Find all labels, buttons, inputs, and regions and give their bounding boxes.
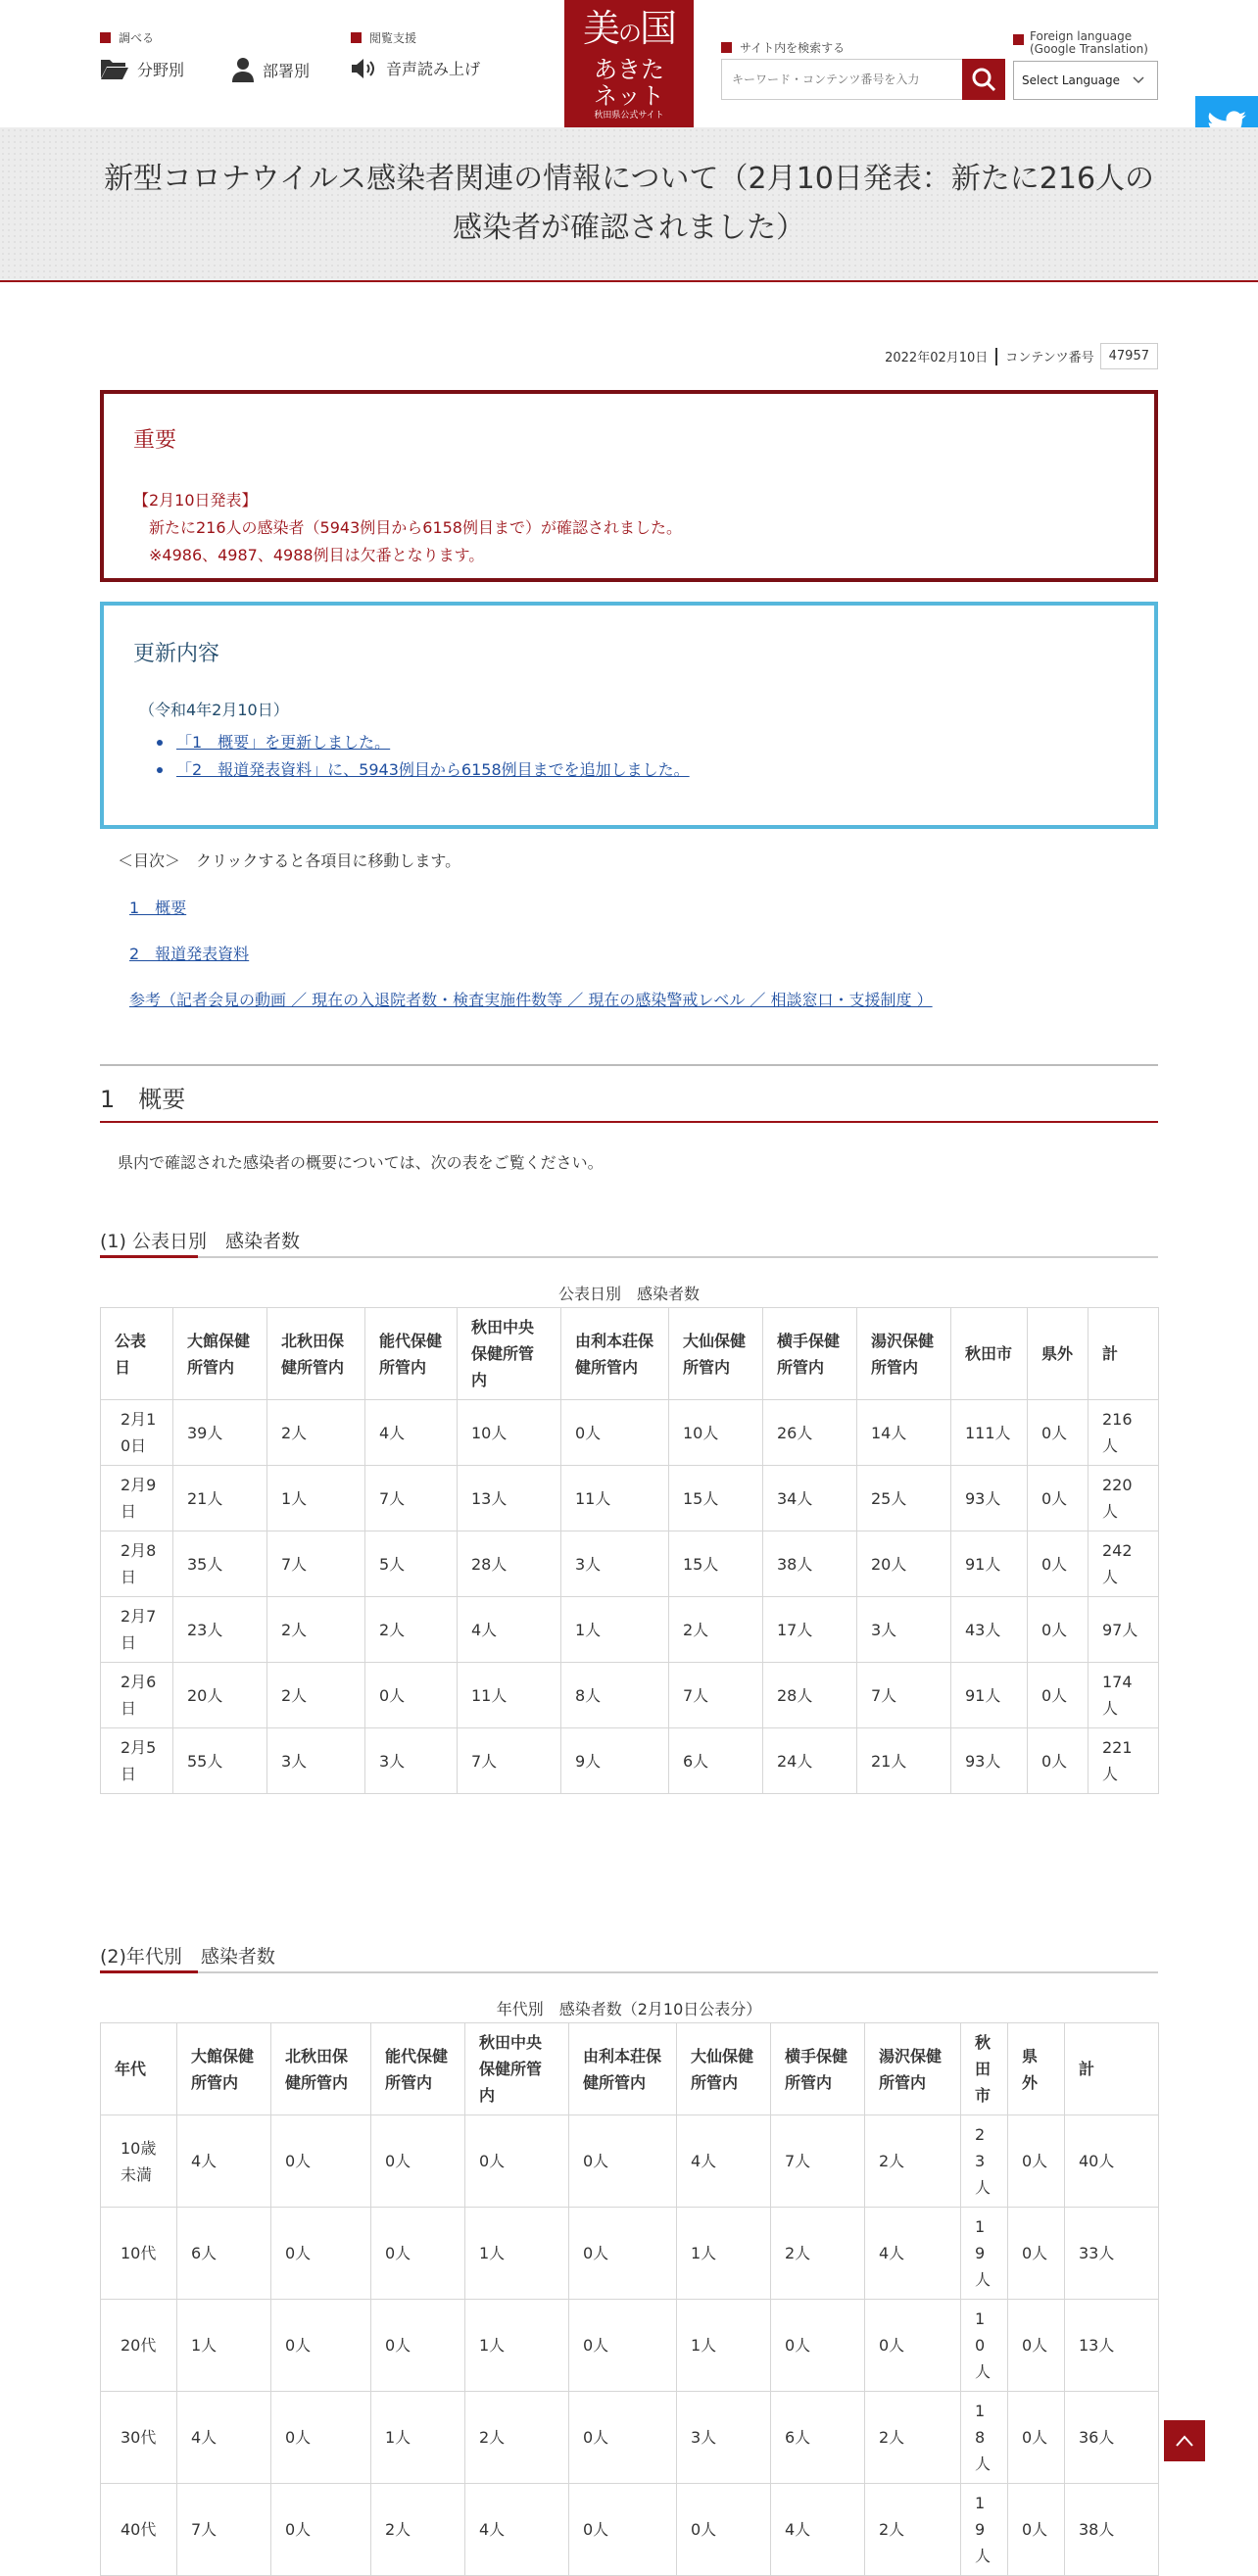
table-cell: 4人 bbox=[365, 1400, 458, 1466]
table-cell: 0人 bbox=[271, 2484, 371, 2576]
column-header: 湯沢保健所管内 bbox=[865, 2023, 961, 2115]
table-cell: 0人 bbox=[465, 2115, 569, 2208]
table-cell: 0人 bbox=[371, 2115, 465, 2208]
table-cell: 20人 bbox=[857, 1531, 951, 1597]
table-cell: 21人 bbox=[173, 1466, 267, 1531]
table-cell: 24人 bbox=[763, 1728, 857, 1794]
table-cell: 19人 bbox=[961, 2484, 1008, 2576]
column-header: 秋田中央保健所管内 bbox=[458, 1308, 561, 1400]
table-cell: 3人 bbox=[677, 2392, 771, 2484]
table-row bbox=[101, 2392, 1159, 2484]
search-icon bbox=[971, 67, 996, 92]
table-cell: 17人 bbox=[763, 1597, 857, 1663]
table-cell: 25人 bbox=[857, 1466, 951, 1531]
update-heading: 更新内容 bbox=[133, 642, 220, 666]
table-cell: 39人 bbox=[173, 1400, 267, 1466]
chevron-up-icon bbox=[1175, 2434, 1194, 2448]
section-heading-overview: 1 概要 bbox=[100, 1064, 1158, 1123]
table-cell: 3人 bbox=[561, 1531, 669, 1597]
column-header: 県外 bbox=[1008, 2023, 1065, 2115]
column-header: 北秋田保健所管内 bbox=[267, 1308, 365, 1400]
column-header: 大仙保健所管内 bbox=[669, 1308, 763, 1400]
table-cell: 0人 bbox=[677, 2484, 771, 2576]
table-cell: 1人 bbox=[177, 2300, 271, 2392]
column-header: 計 bbox=[1089, 1308, 1159, 1400]
column-header: 年代 bbox=[101, 2023, 177, 2115]
table-cell: 2月8日 bbox=[101, 1531, 173, 1597]
table-cell: 36人 bbox=[1065, 2392, 1159, 2484]
square-bullet-icon bbox=[721, 42, 732, 53]
subheading-by-date: (1) 公表日別 感染者数 bbox=[100, 1223, 1158, 1258]
table-cell: 0人 bbox=[569, 2484, 677, 2576]
table-cell: 13人 bbox=[1065, 2300, 1159, 2392]
table-cell: 21人 bbox=[857, 1728, 951, 1794]
table-cell: 2人 bbox=[365, 1597, 458, 1663]
site-search-box bbox=[721, 59, 1005, 100]
table-cell: 0人 bbox=[865, 2300, 961, 2392]
table-cell: 43人 bbox=[951, 1597, 1028, 1663]
update-item[interactable]: 「1 概要」を更新しました。 bbox=[157, 729, 690, 756]
table-cell: 2人 bbox=[371, 2484, 465, 2576]
column-header: 由利本荘保健所管内 bbox=[569, 2023, 677, 2115]
column-header: 秋田市 bbox=[951, 1308, 1028, 1400]
table-cell: 111人 bbox=[951, 1400, 1028, 1466]
important-line: 【2月10日発表】 bbox=[133, 491, 258, 510]
table-cell: 4人 bbox=[177, 2115, 271, 2208]
table-cell: 5人 bbox=[365, 1531, 458, 1597]
table-cell: 15人 bbox=[669, 1531, 763, 1597]
important-heading: 重要 bbox=[133, 428, 177, 453]
important-notice bbox=[100, 390, 1158, 582]
table-cell: 0人 bbox=[271, 2392, 371, 2484]
site-logo[interactable]: 美の国 あきた ネット 秋田県公式サイト bbox=[564, 0, 694, 128]
table-cell: 0人 bbox=[569, 2208, 677, 2300]
speaker-icon bbox=[351, 58, 378, 79]
table-cell: 4人 bbox=[677, 2115, 771, 2208]
table-cell: 18人 bbox=[961, 2392, 1008, 2484]
table-cell: 0人 bbox=[271, 2208, 371, 2300]
table-row bbox=[101, 2484, 1159, 2576]
table-row bbox=[101, 2300, 1159, 2392]
table-cell: 4人 bbox=[177, 2392, 271, 2484]
table-cell: 1人 bbox=[561, 1597, 669, 1663]
table-cell: 2人 bbox=[865, 2115, 961, 2208]
table-cell: 34人 bbox=[763, 1466, 857, 1531]
table-cell: 55人 bbox=[173, 1728, 267, 1794]
table-cell: 26人 bbox=[763, 1400, 857, 1466]
table-cell: 3人 bbox=[267, 1728, 365, 1794]
table-cell: 10人 bbox=[669, 1400, 763, 1466]
table-cell: 3人 bbox=[857, 1597, 951, 1663]
table-cell: 11人 bbox=[458, 1663, 561, 1728]
language-select[interactable]: Select Language bbox=[1013, 61, 1158, 100]
table-cell: 2月10日 bbox=[101, 1400, 173, 1466]
person-icon bbox=[231, 57, 255, 82]
table-cell: 2人 bbox=[669, 1597, 763, 1663]
title-band bbox=[0, 127, 1258, 282]
table-cell: 33人 bbox=[1065, 2208, 1159, 2300]
table-cell: 4人 bbox=[865, 2208, 961, 2300]
assist-group-label: 閲覧支援 bbox=[351, 29, 416, 46]
table-cell: 0人 bbox=[1028, 1728, 1089, 1794]
table-cell: 0人 bbox=[1028, 1400, 1089, 1466]
table-cell: 2月7日 bbox=[101, 1597, 173, 1663]
table-cell: 0人 bbox=[1008, 2208, 1065, 2300]
table-cell: 7人 bbox=[177, 2484, 271, 2576]
table-cell: 7人 bbox=[458, 1728, 561, 1794]
table-cell: 7人 bbox=[857, 1663, 951, 1728]
table-cell: 0人 bbox=[569, 2392, 677, 2484]
chevron-down-icon bbox=[1132, 73, 1145, 87]
table-cell: 0人 bbox=[1008, 2392, 1065, 2484]
table-cell: 2月6日 bbox=[101, 1663, 173, 1728]
table-caption-by-age: 年代別 感染者数（2月10日公表分） bbox=[496, 2000, 762, 2018]
table-cell: 2人 bbox=[267, 1400, 365, 1466]
table-cell: 35人 bbox=[173, 1531, 267, 1597]
page-title: 新型コロナウイルス感染者関連の情報について（2月10日発表：新たに216人の感染者が確認されました） bbox=[103, 162, 1155, 245]
toc-link-press-release[interactable]: 2 報道発表資料 bbox=[129, 945, 250, 963]
voice-reading-link[interactable]: 音声読み上げ bbox=[351, 57, 480, 79]
table-cell: 0人 bbox=[561, 1400, 669, 1466]
table-cell: 242人 bbox=[1089, 1531, 1159, 1597]
table-cell: 28人 bbox=[458, 1531, 561, 1597]
site-header bbox=[0, 0, 1258, 127]
table-cell: 0人 bbox=[569, 2300, 677, 2392]
update-date: （令和4年2月10日） bbox=[139, 701, 289, 719]
table-cell: 97人 bbox=[1089, 1597, 1159, 1663]
table-row bbox=[101, 1400, 1159, 1466]
field-link[interactable]: 分野別 bbox=[100, 57, 184, 80]
table-cell: 221人 bbox=[1089, 1728, 1159, 1794]
table-cell: 1人 bbox=[465, 2300, 569, 2392]
table-row bbox=[101, 2115, 1159, 2208]
table-cell: 28人 bbox=[763, 1663, 857, 1728]
square-bullet-icon bbox=[100, 32, 111, 43]
table-cell: 10代 bbox=[101, 2208, 177, 2300]
table-cell: 14人 bbox=[857, 1400, 951, 1466]
table-cell: 2人 bbox=[865, 2484, 961, 2576]
table-cell: 20代 bbox=[101, 2300, 177, 2392]
table-cell: 1人 bbox=[267, 1466, 365, 1531]
column-header: 秋田中央保健所管内 bbox=[465, 2023, 569, 2115]
table-row bbox=[101, 1663, 1159, 1728]
column-header: 湯沢保健所管内 bbox=[857, 1308, 951, 1400]
table-cell: 7人 bbox=[267, 1531, 365, 1597]
table-cell: 0人 bbox=[1008, 2115, 1065, 2208]
table-cell: 0人 bbox=[1028, 1466, 1089, 1531]
square-bullet-icon bbox=[351, 32, 362, 43]
toc-link-overview[interactable]: 1 概要 bbox=[129, 899, 187, 917]
table-cell: 0人 bbox=[569, 2115, 677, 2208]
table-cell: 1人 bbox=[371, 2392, 465, 2484]
table-cell: 40代 bbox=[101, 2484, 177, 2576]
table-cell: 4人 bbox=[771, 2484, 865, 2576]
table-cell: 0人 bbox=[371, 2300, 465, 2392]
table-cell: 30代 bbox=[101, 2392, 177, 2484]
table-row bbox=[101, 2208, 1159, 2300]
search-group-label: 調べる bbox=[100, 29, 154, 46]
folder-icon bbox=[100, 57, 129, 80]
table-row bbox=[101, 1728, 1159, 1794]
table-cell: 0人 bbox=[771, 2300, 865, 2392]
table-cell: 93人 bbox=[951, 1466, 1028, 1531]
table-cell: 19人 bbox=[961, 2208, 1008, 2300]
column-header: 県外 bbox=[1028, 1308, 1089, 1400]
toc-note: ＜目次＞ クリックすると各項目に移動します。 bbox=[118, 851, 461, 870]
table-cell: 6人 bbox=[669, 1728, 763, 1794]
search-input[interactable] bbox=[722, 60, 957, 99]
content-number: 47957 bbox=[1100, 343, 1158, 369]
column-header: 由利本荘保健所管内 bbox=[561, 1308, 669, 1400]
divider bbox=[995, 348, 997, 365]
table-cases-by-date bbox=[100, 1307, 1159, 1794]
table-header-row bbox=[101, 2023, 1159, 2115]
update-notice bbox=[100, 602, 1158, 829]
table-cell: 2人 bbox=[865, 2392, 961, 2484]
table-cell: 6人 bbox=[177, 2208, 271, 2300]
table-caption-by-date: 公表日別 感染者数 bbox=[557, 1285, 700, 1303]
table-cell: 2月9日 bbox=[101, 1466, 173, 1531]
important-line: 新たに216人の感染者（5943例目から6158例目まで）が確認されました。 bbox=[149, 518, 682, 537]
table-cell: 216人 bbox=[1089, 1400, 1159, 1466]
site-search-label: サイト内を検索する bbox=[721, 39, 845, 56]
table-cell: 13人 bbox=[458, 1466, 561, 1531]
table-cell: 91人 bbox=[951, 1663, 1028, 1728]
table-cell: 40人 bbox=[1065, 2115, 1159, 2208]
table-cell: 91人 bbox=[951, 1531, 1028, 1597]
table-cases-by-age bbox=[100, 2022, 1159, 2576]
table-cell: 2人 bbox=[771, 2208, 865, 2300]
table-cell: 2人 bbox=[465, 2392, 569, 2484]
table-cell: 20人 bbox=[173, 1663, 267, 1728]
search-button[interactable] bbox=[962, 59, 1005, 100]
table-cell: 0人 bbox=[1028, 1663, 1089, 1728]
table-cell: 2人 bbox=[267, 1663, 365, 1728]
table-cell: 0人 bbox=[1008, 2484, 1065, 2576]
column-header: 大館保健所管内 bbox=[177, 2023, 271, 2115]
table-cell: 0人 bbox=[271, 2115, 371, 2208]
table-cell: 0人 bbox=[1028, 1597, 1089, 1663]
column-header: 大仙保健所管内 bbox=[677, 2023, 771, 2115]
table-cell: 23人 bbox=[961, 2115, 1008, 2208]
table-cell: 4人 bbox=[465, 2484, 569, 2576]
page-meta bbox=[885, 343, 1158, 369]
important-line: ※4986、4987、4988例目は欠番となります。 bbox=[149, 546, 485, 564]
column-header: 秋田市 bbox=[961, 2023, 1008, 2115]
table-header-row bbox=[101, 1308, 1159, 1400]
table-cell: 2月5日 bbox=[101, 1728, 173, 1794]
table-cell: 0人 bbox=[371, 2208, 465, 2300]
publish-date: 2022年02月10日 bbox=[885, 351, 989, 365]
table-cell: 220人 bbox=[1089, 1466, 1159, 1531]
table-cell: 0人 bbox=[1028, 1531, 1089, 1597]
table-cell: 1人 bbox=[677, 2300, 771, 2392]
table-cell: 11人 bbox=[561, 1466, 669, 1531]
column-header: 能代保健所管内 bbox=[365, 1308, 458, 1400]
table-cell: 174人 bbox=[1089, 1663, 1159, 1728]
subheading-by-age: (2)年代別 感染者数 bbox=[100, 1938, 1158, 1973]
column-header: 横手保健所管内 bbox=[771, 2023, 865, 2115]
content-number-label: コンテンツ番号 bbox=[1005, 351, 1094, 365]
table-row bbox=[101, 1466, 1159, 1531]
column-header: 計 bbox=[1065, 2023, 1159, 2115]
table-cell: 0人 bbox=[271, 2300, 371, 2392]
table-cell: 93人 bbox=[951, 1728, 1028, 1794]
foreign-language-label: Foreign language (Google Translation) bbox=[1013, 30, 1148, 56]
table-row bbox=[101, 1531, 1159, 1597]
table-cell: 0人 bbox=[365, 1663, 458, 1728]
table-row bbox=[101, 1597, 1159, 1663]
page-top-button[interactable] bbox=[1164, 2420, 1205, 2461]
table-cell: 38人 bbox=[763, 1531, 857, 1597]
table-cell: 6人 bbox=[771, 2392, 865, 2484]
table-cell: 7人 bbox=[669, 1663, 763, 1728]
table-cell: 38人 bbox=[1065, 2484, 1159, 2576]
update-list bbox=[157, 729, 690, 784]
update-item[interactable]: 「2 報道発表資料」に、5943例目から6158例目までを追加しました。 bbox=[157, 756, 690, 784]
table-cell: 0人 bbox=[1008, 2300, 1065, 2392]
department-link[interactable]: 部署別 bbox=[231, 57, 310, 82]
column-header: 公表日 bbox=[101, 1308, 173, 1400]
table-cell: 7人 bbox=[365, 1466, 458, 1531]
table-cell: 2人 bbox=[267, 1597, 365, 1663]
table-cell: 1人 bbox=[465, 2208, 569, 2300]
table-cell: 3人 bbox=[365, 1728, 458, 1794]
overview-intro: 県内で確認された感染者の概要については、次の表をご覧ください。 bbox=[118, 1153, 604, 1172]
table-cell: 10歳未満 bbox=[101, 2115, 177, 2208]
column-header: 大館保健所管内 bbox=[173, 1308, 267, 1400]
table-cell: 8人 bbox=[561, 1663, 669, 1728]
table-cell: 1人 bbox=[677, 2208, 771, 2300]
table-cell: 9人 bbox=[561, 1728, 669, 1794]
table-cell: 10人 bbox=[458, 1400, 561, 1466]
column-header: 能代保健所管内 bbox=[371, 2023, 465, 2115]
table-cell: 4人 bbox=[458, 1597, 561, 1663]
table-cell: 23人 bbox=[173, 1597, 267, 1663]
table-cell: 7人 bbox=[771, 2115, 865, 2208]
table-cell: 10人 bbox=[961, 2300, 1008, 2392]
table-cell: 15人 bbox=[669, 1466, 763, 1531]
column-header: 横手保健所管内 bbox=[763, 1308, 857, 1400]
square-bullet-icon bbox=[1013, 34, 1024, 45]
toc-link-reference[interactable]: 参考（記者会見の動画 ／ 現在の入退院者数・検査実施件数等 ／ 現在の感染警戒レベル ／ 相談窓口・支援制度 ） bbox=[129, 991, 933, 1009]
column-header: 北秋田保健所管内 bbox=[271, 2023, 371, 2115]
